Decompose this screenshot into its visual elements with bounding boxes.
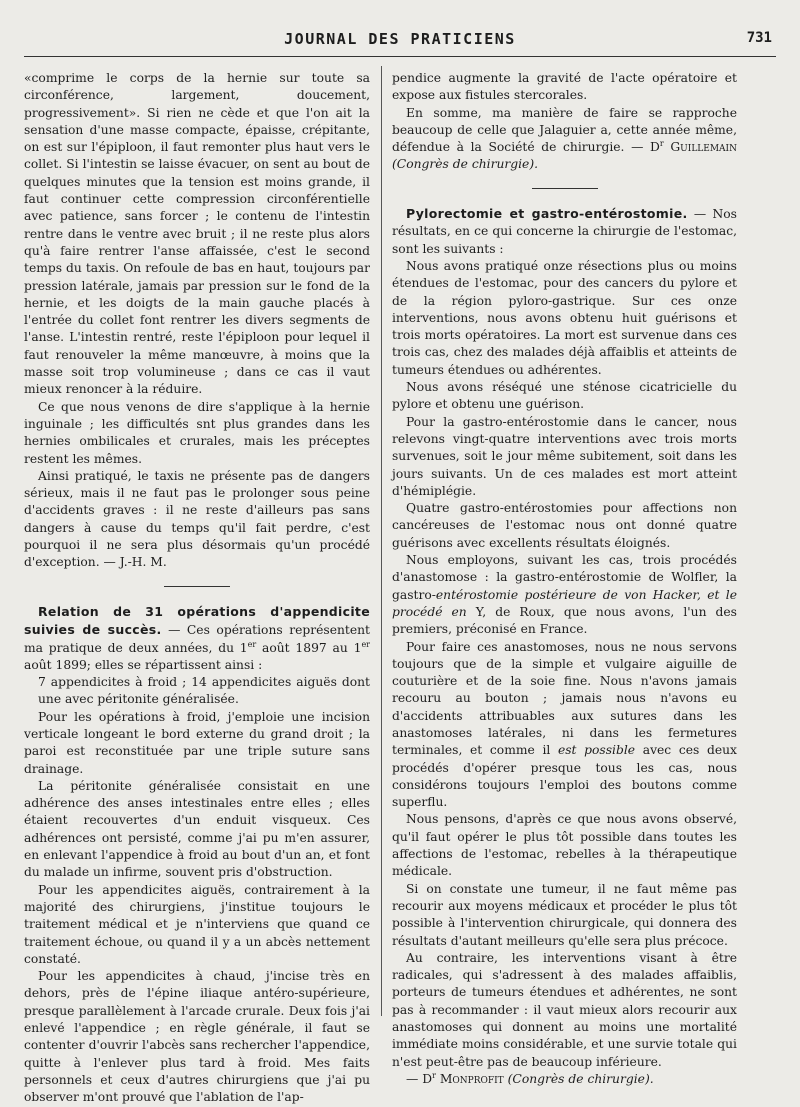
- text-run: — Nos résultats, en ce qui concerne la chirurgie de l'estomac, sont les suivants :: [392, 207, 737, 256]
- superscript: er: [361, 639, 370, 649]
- paragraph: pendice augmente la gravité de l'acte opératoire et expose aux fistules stercorales.: [392, 71, 737, 103]
- text-run: — Ces opérations représentent ma pratique de deux années, du 1: [24, 623, 370, 655]
- article-title-pylorectomy: Pylorectomie et gastro-entérostomie.: [406, 206, 688, 222]
- paragraph: La péritonite généralisée consistait en une adhérence des anses intestinales entre elles ; elles étaient recouvertes d'un enduit visqueux. Ces adhérences ont persisté, comme j'ai pu m'en assurer, en enlevant l'appendice à froid au bout d'un an, et font du malade un infirme, souvent pris d'obstruction.: [24, 778, 370, 880]
- running-header: [24, 30, 776, 57]
- text-run: août 1899; elles se répartissent ainsi :: [24, 657, 263, 672]
- column-divider: [381, 66, 382, 1016]
- paragraph: Pour la gastro-entérostomie dans le cancer, nous relevons vingt-quatre interventions avec trois morts survenues, soit le jour même subitement, soit dans les jours suivants. Un de ces malades est mort atteint d'hémiplégie.: [392, 414, 737, 498]
- text-run: En somme, ma manière de faire se rapproche beaucoup de celle que Jalaguier a, cette année même, défendue à la Société de chirurgie.: [392, 105, 737, 155]
- page-number: 731: [746, 30, 772, 46]
- text-run: Pour faire ces anastomoses, nous ne nous servons toujours que de la simple et vulgaire aiguille de couturière et de la soie fine. Nous n'avons jamais recouru au bouton ; jamais nous n'avons eu d'accidents attribuables aux sutures dans les anastomoses latérales, ni dans les fermetures terminales, et comme il: [392, 639, 737, 758]
- appendicitis-intro: [24, 603, 370, 674]
- anastomosis-paragraph: [392, 639, 737, 812]
- source-citation: (Congrès de chirurgie).: [392, 157, 539, 172]
- paragraph: Nous pensons, d'après ce que nous avons observé, qu'il faut opérer le plus tôt possible dans toutes les affections de l'estomac, rebelles à la thérapeutique médicale.: [392, 812, 737, 879]
- text-run: — D: [624, 140, 660, 155]
- text-run: août 1897 au 1: [256, 640, 362, 655]
- paragraph: Quatre gastro-entérostomies pour affections non cancéreuses de l'estomac nous ont donné quatre guérisons avec excellents résultats éloignés.: [392, 501, 737, 550]
- signature-monprofit: [392, 1071, 737, 1088]
- paragraph: Nous avons pratiqué onze résections plus ou moins étendues de l'estomac, pour des cancers du pylore et de la région pyloro-gastrique. Sur ces onze interventions, nous avons obtenu huit guérisons et trois morts opératoires. La mort est survenue dans ces trois cas, chez des malades déjà affaiblis et atteints de tumeurs étendues ou adhérentes.: [392, 258, 737, 377]
- paragraph: «comprime le corps de la hernie sur toute sa circonférence, largement, doucement, progressivement». Si rien ne cède et que l'on ait la sensation d'une masse compacte, épaisse, crépitante, on est sur l'épiploon, il faut remonter plus haut vers le collet. Si l'intestin se laisse évacuer, on sent au bout de quelques minutes que la tension est moins grande, il faut continuer cette compression circonférentielle avec patience, sans forcer ; le contenu de l'intestin rentre dans le ventre avec bruit ; il ne reste plus alors qu'à faire rentrer l'anse affaissée, c'est le second temps du taxis. On refoule de bas en haut, toujours par pression latérale, jamais par pression sur le fond de la hernie, et les doigts de la main gauche placés à l'entrée du collet font rentrer les divers segments de l'anse. L'intestin rentré, reste l'épiploon pour lequel il faut renouveler la même manœuvre, à moins que la masse soit trop volumineuse ; dans ce cas il vaut mieux renoncer à la réduire.: [24, 71, 370, 397]
- superscript: r: [432, 1070, 436, 1080]
- paragraph: Ainsi pratiqué, le taxis ne présente pas de dangers sérieux, mais il ne faut pas le prolonger sous peine d'accidents graves : il ne reste d'ailleurs pas sans dangers à cause du temps qu'il fait perdre, c'est pourquoi il ne sera plus désormais qu'un procédé d'exception. — J.-H. M.: [24, 468, 370, 570]
- author-monprofit: Monprofit: [435, 1071, 504, 1086]
- left-column: [24, 70, 370, 1107]
- paragraph: Ce que nous venons de dire s'applique à la hernie inguinale ; les difficultés snt plus grandes dans les hernies ombilicales et crurales, mais les préceptes restent les mêmes.: [24, 399, 370, 466]
- paragraph: Au contraire, les interventions visant à être radicales, qui s'adressent à des malades affaiblis, porteurs de tumeurs étendues et adhérentes, ne sont pas à recommander : il vaut mieux alors recourir aux anastomoses qui donnent au moins une mortalité immédiate moins considérable, et une survie totale qui n'est peut-être pas de beaucoup inférieure.: [392, 950, 737, 1069]
- author-guillemain: Guillemain: [663, 140, 737, 155]
- paragraph: Pour les appendicites à chaud, j'incise très en dehors, près de l'épine iliaque antéro-supérieure, presque parallèlement à l'arcade crurale. Deux fois j'ai enlevé l'appendice ; en règle générale, il faut se contenter d'ouvrir l'abcès sans rechercher l'appendice, quitte à l'enlever plus tard à froid. Mes faits personnels et ceux d'autres chirurgiens que j'ai pu observer m'ont prouvé que l'ablation de l'ap-: [24, 969, 370, 1105]
- paragraph: Si on constate une tumeur, il ne faut même pas recourir aux moyens médicaux et procéder le plus tôt possible à l'intervention chirurgicale, qui donnera des résultats d'autant meilleurs qu'elle sera plus précoce.: [392, 881, 737, 948]
- article-title-appendicitis: Relation de 31 opérations d'appendicite suivies de succès.: [24, 603, 370, 638]
- text-run: Y, de Roux, que nous avons, l'un des premiers, préconisé en France.: [392, 604, 737, 637]
- case-list: 7 appendicites à froid ; 14 appendicites aiguës dont une avec péritonite généralisée.: [38, 675, 370, 707]
- paragraph: Pour les opérations à froid, j'emploie une incision verticale longeant le bord externe du grand droit ; la paroi est reconstituée par une triple suture sans drainage.: [24, 709, 370, 776]
- journal-title: JOURNAL DES PRATICIENS: [284, 30, 516, 48]
- paragraph: Pour les appendicites aiguës, contrairement à la majorité des chirurgiens, j'institue toujours le traitement médical et je n'interviens que quand ce traitement échoue, ou quand il y a un abcès nettement constaté.: [24, 882, 370, 966]
- text-run: — D: [406, 1071, 433, 1086]
- paragraph: Nous avons réséqué une sténose cicatricielle du pylore et obtenu une guérison.: [392, 380, 737, 412]
- right-column: [392, 70, 737, 1088]
- text-run: Nous employons, suivant les cas, trois procédés d'anastomose : la gastro-entérostomie de Wolfler, la gastro-: [392, 553, 737, 602]
- source-citation: (Congrès de chirurgie).: [507, 1071, 654, 1086]
- appendicitis-summary: [392, 105, 737, 174]
- superscript: er: [247, 639, 257, 649]
- section-separator: [164, 586, 230, 587]
- italic-run: est possible: [557, 743, 636, 758]
- superscript: r: [659, 139, 664, 149]
- procedures-paragraph: [392, 552, 737, 638]
- section-separator: [532, 188, 598, 189]
- pylorectomy-intro: [392, 205, 737, 258]
- text-run: avec ces deux procédés d'opérer presque tous les cas, nous considérons toujours l'emploi des boutons comme superflu.: [392, 743, 737, 810]
- italic-run: entérostomie postérieure de von Hacker, et le procédé en: [392, 587, 737, 619]
